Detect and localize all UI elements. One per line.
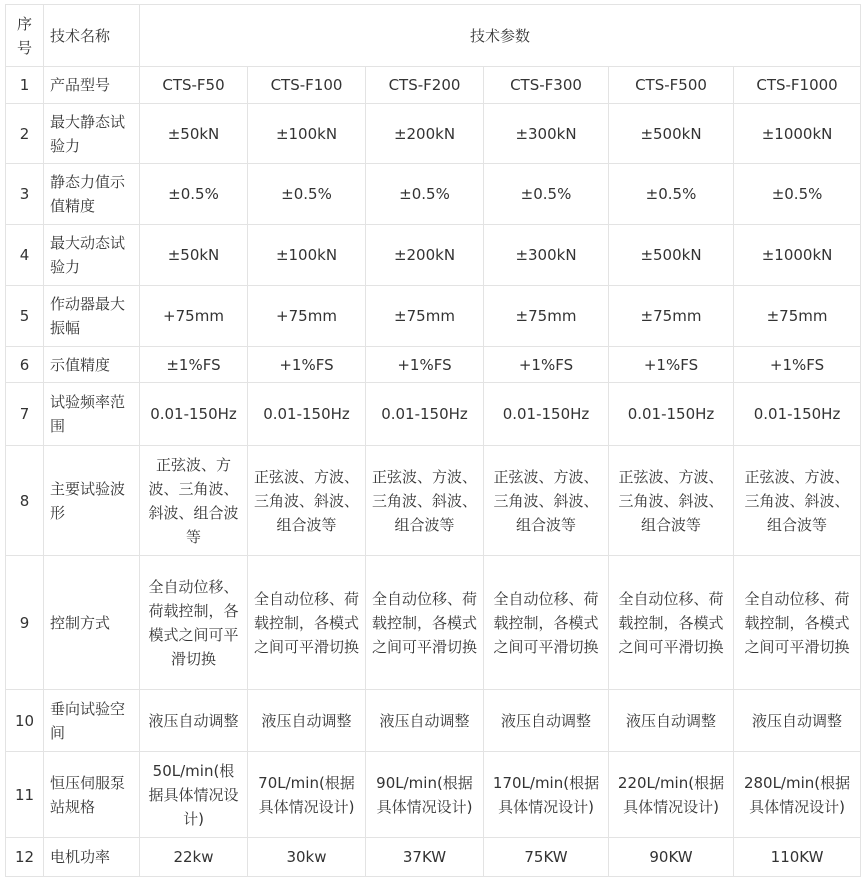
row-value: 0.01-150Hz bbox=[140, 383, 248, 446]
row-value: ±200kN bbox=[366, 104, 484, 164]
row-value: ±0.5% bbox=[734, 164, 861, 225]
table-row bbox=[6, 67, 861, 104]
row-value: 正弦波、方波、三角波、斜波、组合波等 bbox=[248, 446, 366, 556]
row-value: 37KW bbox=[366, 838, 484, 877]
row-value: ±75mm bbox=[734, 286, 861, 347]
row-value: 正弦波、方波、三角波、斜波、组合波等 bbox=[140, 446, 248, 556]
row-value: 正弦波、方波、三角波、斜波、组合波等 bbox=[734, 446, 861, 556]
row-value: ±0.5% bbox=[366, 164, 484, 225]
row-value: ±500kN bbox=[609, 104, 734, 164]
row-value: CTS-F100 bbox=[248, 67, 366, 104]
row-index: 11 bbox=[6, 752, 44, 838]
row-value: +75mm bbox=[140, 286, 248, 347]
row-value: 全自动位移、荷载控制，各模式之间可平滑切换 bbox=[366, 556, 484, 690]
row-value: +1%FS bbox=[734, 347, 861, 383]
row-value: ±100kN bbox=[248, 104, 366, 164]
row-value: ±50kN bbox=[140, 225, 248, 286]
row-value: 110KW bbox=[734, 838, 861, 877]
row-value: 50L/min(根据具体情况设计) bbox=[140, 752, 248, 838]
row-value: ±1000kN bbox=[734, 225, 861, 286]
row-value: 液压自动调整 bbox=[484, 690, 609, 752]
row-value: 全自动位移、荷载控制，各模式之间可平滑切换 bbox=[484, 556, 609, 690]
row-value: 液压自动调整 bbox=[248, 690, 366, 752]
table-row bbox=[6, 286, 861, 347]
row-value: 220L/min(根据具体情况设计) bbox=[609, 752, 734, 838]
table-row bbox=[6, 164, 861, 225]
row-value: +1%FS bbox=[248, 347, 366, 383]
row-index: 10 bbox=[6, 690, 44, 752]
row-value: ±1%FS bbox=[140, 347, 248, 383]
row-value: CTS-F50 bbox=[140, 67, 248, 104]
row-value: ±200kN bbox=[366, 225, 484, 286]
row-value: ±50kN bbox=[140, 104, 248, 164]
table-row bbox=[6, 752, 861, 838]
row-value: ±100kN bbox=[248, 225, 366, 286]
row-value: 30kw bbox=[248, 838, 366, 877]
row-value: 70L/min(根据具体情况设计) bbox=[248, 752, 366, 838]
row-value: ±75mm bbox=[366, 286, 484, 347]
row-value: 0.01-150Hz bbox=[248, 383, 366, 446]
row-value: 全自动位移、荷载控制，各模式之间可平滑切换 bbox=[140, 556, 248, 690]
row-index: 4 bbox=[6, 225, 44, 286]
row-value: ±300kN bbox=[484, 225, 609, 286]
table-row bbox=[6, 347, 861, 383]
row-value: 280L/min(根据具体情况设计) bbox=[734, 752, 861, 838]
row-name: 示值精度 bbox=[44, 347, 140, 383]
header-params: 技术参数 bbox=[140, 5, 861, 67]
row-name: 控制方式 bbox=[44, 556, 140, 690]
row-value: CTS-F1000 bbox=[734, 67, 861, 104]
row-value: +1%FS bbox=[609, 347, 734, 383]
row-name: 产品型号 bbox=[44, 67, 140, 104]
header-index: 序号 bbox=[6, 5, 44, 67]
row-value: 液压自动调整 bbox=[366, 690, 484, 752]
row-name: 垂向试验空间 bbox=[44, 690, 140, 752]
row-name: 电机功率 bbox=[44, 838, 140, 877]
table-header-row bbox=[6, 5, 861, 67]
row-value: +1%FS bbox=[484, 347, 609, 383]
row-value: 液压自动调整 bbox=[140, 690, 248, 752]
row-value: CTS-F500 bbox=[609, 67, 734, 104]
row-value: 正弦波、方波、三角波、斜波、组合波等 bbox=[484, 446, 609, 556]
table-row bbox=[6, 383, 861, 446]
row-value: 0.01-150Hz bbox=[734, 383, 861, 446]
row-index: 5 bbox=[6, 286, 44, 347]
spec-table bbox=[5, 4, 861, 877]
row-value: 170L/min(根据具体情况设计) bbox=[484, 752, 609, 838]
row-value: ±0.5% bbox=[609, 164, 734, 225]
row-value: 0.01-150Hz bbox=[609, 383, 734, 446]
row-value: ±500kN bbox=[609, 225, 734, 286]
row-value: 75KW bbox=[484, 838, 609, 877]
row-value: +1%FS bbox=[366, 347, 484, 383]
row-value: 全自动位移、荷载控制，各模式之间可平滑切换 bbox=[734, 556, 861, 690]
row-name: 主要试验波形 bbox=[44, 446, 140, 556]
row-name: 作动器最大振幅 bbox=[44, 286, 140, 347]
table-row bbox=[6, 104, 861, 164]
row-name: 试验频率范围 bbox=[44, 383, 140, 446]
row-value: CTS-F300 bbox=[484, 67, 609, 104]
row-index: 3 bbox=[6, 164, 44, 225]
row-value: 90KW bbox=[609, 838, 734, 877]
row-name: 静态力值示值精度 bbox=[44, 164, 140, 225]
row-index: 12 bbox=[6, 838, 44, 877]
row-value: ±300kN bbox=[484, 104, 609, 164]
row-value: ±0.5% bbox=[140, 164, 248, 225]
row-value: 0.01-150Hz bbox=[484, 383, 609, 446]
row-name: 最大动态试验力 bbox=[44, 225, 140, 286]
row-value: 全自动位移、荷载控制，各模式之间可平滑切换 bbox=[248, 556, 366, 690]
table-row bbox=[6, 225, 861, 286]
table-row bbox=[6, 838, 861, 877]
row-name: 恒压伺服泵站规格 bbox=[44, 752, 140, 838]
row-value: ±75mm bbox=[609, 286, 734, 347]
row-value: 液压自动调整 bbox=[609, 690, 734, 752]
row-value: ±1000kN bbox=[734, 104, 861, 164]
row-index: 1 bbox=[6, 67, 44, 104]
row-value: +75mm bbox=[248, 286, 366, 347]
row-value: 正弦波、方波、三角波、斜波、组合波等 bbox=[609, 446, 734, 556]
row-value: ±0.5% bbox=[248, 164, 366, 225]
table-row bbox=[6, 690, 861, 752]
row-index: 8 bbox=[6, 446, 44, 556]
row-name: 最大静态试验力 bbox=[44, 104, 140, 164]
row-value: 正弦波、方波、三角波、斜波、组合波等 bbox=[366, 446, 484, 556]
row-index: 7 bbox=[6, 383, 44, 446]
row-index: 9 bbox=[6, 556, 44, 690]
row-value: CTS-F200 bbox=[366, 67, 484, 104]
row-value: 22kw bbox=[140, 838, 248, 877]
row-value: ±0.5% bbox=[484, 164, 609, 225]
row-value: 0.01-150Hz bbox=[366, 383, 484, 446]
row-index: 6 bbox=[6, 347, 44, 383]
row-value: 液压自动调整 bbox=[734, 690, 861, 752]
row-index: 2 bbox=[6, 104, 44, 164]
table-row bbox=[6, 556, 861, 690]
row-value: 90L/min(根据具体情况设计) bbox=[366, 752, 484, 838]
header-name: 技术名称 bbox=[44, 5, 140, 67]
row-value: ±75mm bbox=[484, 286, 609, 347]
row-value: 全自动位移、荷载控制，各模式之间可平滑切换 bbox=[609, 556, 734, 690]
table-row bbox=[6, 446, 861, 556]
